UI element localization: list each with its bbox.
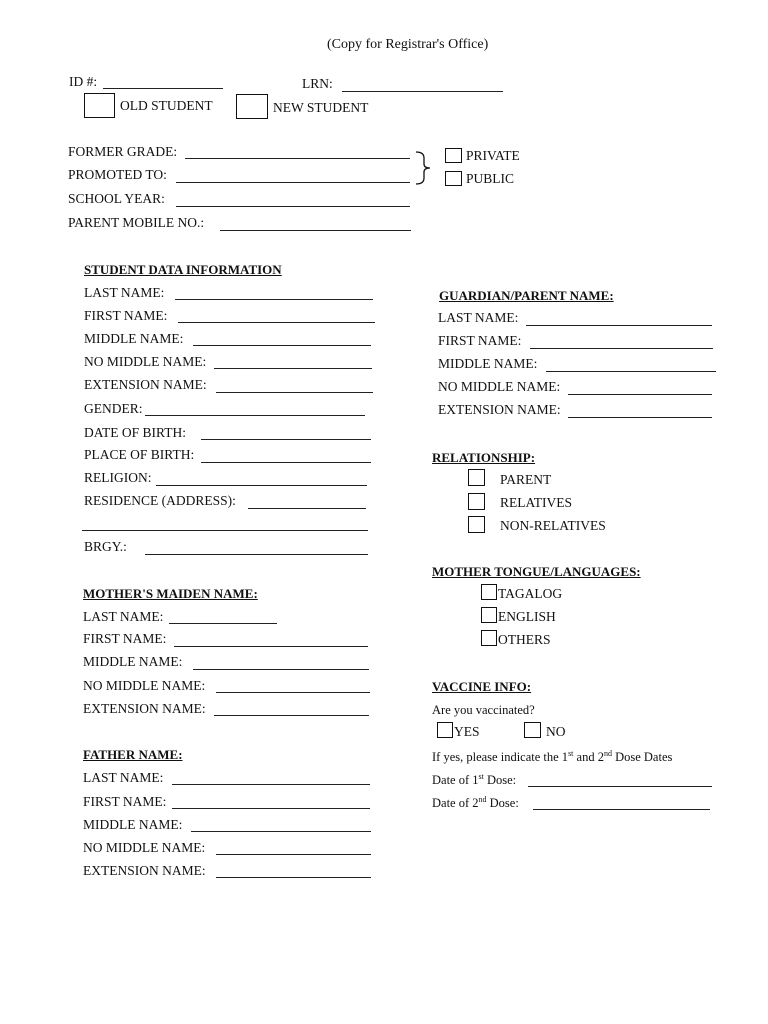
student-extension-name-field[interactable] <box>216 392 373 393</box>
mother-extension-name-field[interactable] <box>214 715 369 716</box>
student-no-middle-name-label: NO MIDDLE NAME: <box>84 354 207 369</box>
student-dob-label: DATE OF BIRTH: <box>84 425 186 440</box>
guardian-middle-name-label: MIDDLE NAME: <box>438 356 538 371</box>
parent-label: PARENT <box>500 472 552 487</box>
student-residence-field-line2[interactable] <box>82 530 368 531</box>
dose-note: If yes, please indicate the 1st and 2nd Dose Dates <box>432 748 673 764</box>
new-student-label: NEW STUDENT <box>273 100 369 115</box>
mother-middle-name-label: MIDDLE NAME: <box>83 654 183 669</box>
old-student-label: OLD STUDENT <box>120 98 213 113</box>
english-checkbox[interactable] <box>481 607 497 623</box>
tagalog-checkbox[interactable] <box>481 584 497 600</box>
id-field[interactable] <box>103 88 223 89</box>
parent-checkbox[interactable] <box>468 469 485 486</box>
student-gender-field[interactable] <box>145 415 365 416</box>
relationship-heading: RELATIONSHIP: <box>432 450 536 465</box>
guardian-heading: GUARDIAN/PARENT NAME: <box>439 288 614 303</box>
father-first-name-label: FIRST NAME: <box>83 794 167 809</box>
new-student-checkbox[interactable] <box>236 94 268 119</box>
guardian-no-middle-name-field[interactable] <box>568 394 712 395</box>
brace-icon <box>414 150 434 186</box>
no-label: NO <box>546 724 566 739</box>
dose2-label: Date of 2nd Dose: <box>432 794 519 810</box>
relatives-checkbox[interactable] <box>468 493 485 510</box>
english-label: ENGLISH <box>498 609 556 624</box>
student-pob-field[interactable] <box>201 462 371 463</box>
private-checkbox[interactable] <box>445 148 462 163</box>
vaccine-heading: VACCINE INFO: <box>432 679 532 694</box>
parent-mobile-label: PARENT MOBILE NO.: <box>68 215 205 230</box>
student-data-heading: STUDENT DATA INFORMATION <box>84 262 282 277</box>
mother-last-name-label: LAST NAME: <box>83 609 164 624</box>
student-residence-field[interactable] <box>248 508 366 509</box>
mother-no-middle-name-label: NO MIDDLE NAME: <box>83 678 206 693</box>
father-middle-name-field[interactable] <box>191 831 371 832</box>
father-last-name-label: LAST NAME: <box>83 770 164 785</box>
student-dob-field[interactable] <box>201 439 371 440</box>
mother-tongue-heading: MOTHER TONGUE/LANGUAGES: <box>432 564 641 579</box>
student-first-name-label: FIRST NAME: <box>84 308 168 323</box>
father-last-name-field[interactable] <box>172 784 370 785</box>
father-first-name-field[interactable] <box>172 808 370 809</box>
mother-first-name-label: FIRST NAME: <box>83 631 167 646</box>
mother-no-middle-name-field[interactable] <box>216 692 370 693</box>
guardian-no-middle-name-label: NO MIDDLE NAME: <box>438 379 561 394</box>
others-checkbox[interactable] <box>481 630 497 646</box>
yes-checkbox[interactable] <box>437 722 453 738</box>
yes-label: YES <box>454 724 480 739</box>
father-heading: FATHER NAME: <box>83 747 183 762</box>
tagalog-label: TAGALOG <box>498 586 563 601</box>
private-label: PRIVATE <box>466 148 520 163</box>
id-label: ID #: <box>69 74 98 89</box>
mother-extension-name-label: EXTENSION NAME: <box>83 701 206 716</box>
dose2-field[interactable] <box>533 809 710 810</box>
former-grade-field[interactable] <box>185 158 410 159</box>
student-extension-name-label: EXTENSION NAME: <box>84 377 207 392</box>
guardian-first-name-label: FIRST NAME: <box>438 333 522 348</box>
no-checkbox[interactable] <box>524 722 541 738</box>
student-middle-name-field[interactable] <box>193 345 371 346</box>
student-residence-label: RESIDENCE (ADDRESS): <box>84 493 236 508</box>
student-gender-label: GENDER: <box>84 401 143 416</box>
lrn-label: LRN: <box>302 76 333 91</box>
vaccinated-question: Are you vaccinated? <box>432 703 535 717</box>
student-religion-label: RELIGION: <box>84 470 152 485</box>
mother-heading: MOTHER'S MAIDEN NAME: <box>83 586 258 601</box>
guardian-extension-name-label: EXTENSION NAME: <box>438 402 561 417</box>
father-extension-name-label: EXTENSION NAME: <box>83 863 206 878</box>
old-student-checkbox[interactable] <box>84 93 115 118</box>
student-first-name-field[interactable] <box>178 322 375 323</box>
school-year-label: SCHOOL YEAR: <box>68 191 165 206</box>
guardian-first-name-field[interactable] <box>530 348 713 349</box>
copy-title: (Copy for Registrar's Office) <box>327 37 489 52</box>
father-no-middle-name-label: NO MIDDLE NAME: <box>83 840 206 855</box>
guardian-extension-name-field[interactable] <box>568 417 712 418</box>
father-extension-name-field[interactable] <box>216 877 371 878</box>
student-brgy-field[interactable] <box>145 554 368 555</box>
promoted-to-label: PROMOTED TO: <box>68 167 167 182</box>
student-middle-name-label: MIDDLE NAME: <box>84 331 184 346</box>
dose1-label: Date of 1st Dose: <box>432 771 517 787</box>
public-checkbox[interactable] <box>445 171 462 186</box>
mother-first-name-field[interactable] <box>174 646 368 647</box>
mother-middle-name-field[interactable] <box>193 669 369 670</box>
public-label: PUBLIC <box>466 171 515 186</box>
father-no-middle-name-field[interactable] <box>216 854 371 855</box>
guardian-middle-name-field[interactable] <box>546 371 716 372</box>
lrn-field[interactable] <box>342 91 503 92</box>
others-label: OTHERS <box>498 632 551 647</box>
student-pob-label: PLACE OF BIRTH: <box>84 447 195 462</box>
school-year-field[interactable] <box>176 206 410 207</box>
non-relatives-checkbox[interactable] <box>468 516 485 533</box>
guardian-last-name-field[interactable] <box>526 325 712 326</box>
student-last-name-field[interactable] <box>175 299 373 300</box>
guardian-last-name-label: LAST NAME: <box>438 310 519 325</box>
non-relatives-label: NON-RELATIVES <box>500 518 606 533</box>
promoted-to-field[interactable] <box>176 182 410 183</box>
father-middle-name-label: MIDDLE NAME: <box>83 817 183 832</box>
relatives-label: RELATIVES <box>500 495 572 510</box>
student-religion-field[interactable] <box>156 485 367 486</box>
parent-mobile-field[interactable] <box>220 230 411 231</box>
mother-last-name-field[interactable] <box>169 623 277 624</box>
former-grade-label: FORMER GRADE: <box>68 144 178 159</box>
student-brgy-label: BRGY.: <box>84 539 127 554</box>
dose1-field[interactable] <box>528 786 712 787</box>
student-last-name-label: LAST NAME: <box>84 285 165 300</box>
student-no-middle-name-field[interactable] <box>214 368 372 369</box>
